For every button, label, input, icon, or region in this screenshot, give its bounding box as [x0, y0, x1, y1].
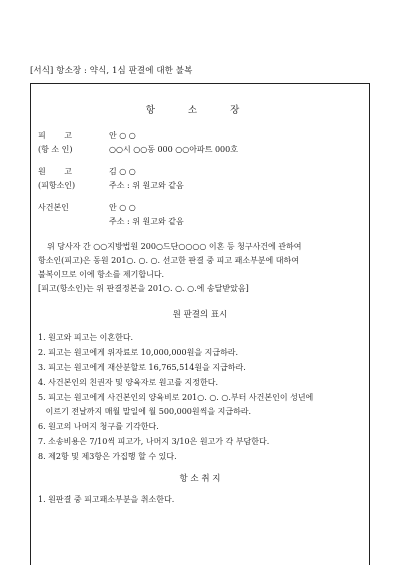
- defendant-address: ○○시 ○○동 000 ○○아파트 000호: [109, 145, 238, 154]
- form-caption: [서식] 항소장 : 약식, 1심 판결에 대한 불복: [30, 66, 193, 76]
- document-frame: [30, 83, 370, 565]
- intro-line: 항소인(피고)은 동원 201○. ○. ○. 선고한 판결 중 피고 패소부분에 대하여: [38, 256, 299, 265]
- judgment-item: 1. 원고와 피고는 이혼한다.: [38, 333, 134, 342]
- judgment-item: 4. 사건본인의 친권자 및 양육자로 원고를 지정한다.: [38, 378, 218, 387]
- principal-name: 안 ○ ○: [109, 203, 136, 212]
- judgment-item: 7. 소송비용은 7/10씩 피고가, 나머지 3/10은 원고가 각 부담한다.: [38, 437, 270, 446]
- appeal-heading: 항 소 취 지: [179, 474, 221, 484]
- principal-address: 주소 : 위 원고와 같음: [109, 217, 184, 226]
- principal-label: 사건본인: [38, 203, 69, 212]
- judgment-item-continued: 이르기 전날까지 매월 말일에 월 500,000원씩을 지급하라.: [38, 407, 252, 416]
- plaintiff-address: 주소 : 위 원고와 같음: [109, 181, 184, 190]
- judgment-item: 6. 원고의 나머지 청구를 기각한다.: [38, 422, 159, 431]
- intro-line: 불복이므로 이에 항소를 제기합니다.: [38, 270, 165, 279]
- defendant-label: 피 고: [38, 131, 80, 140]
- judgment-item: 5. 피고는 원고에게 사건본인의 양육비로 201○. ○. ○.부터 사건본인이 성년에: [38, 393, 314, 402]
- plaintiff-label: 원 고: [38, 167, 80, 176]
- plaintiff-role: (피항소인): [38, 181, 76, 190]
- appeal-item: 1. 원판결 중 피고패소부분을 취소한다.: [38, 495, 175, 504]
- defendant-name: 안 ○ ○: [109, 131, 136, 140]
- judgment-item: 2. 피고는 원고에게 위자료로 10,000,000원을 지급하라.: [38, 348, 239, 357]
- intro-line: 위 당사자 간 ○○지방법원 200○드단○○○○ 이혼 등 청구사건에 관하여: [47, 242, 302, 251]
- defendant-role: (항 소 인): [38, 145, 73, 154]
- intro-service-note: [피고(항소인)는 위 판결정본을 201○. ○. ○.에 송달받았음]: [38, 284, 249, 293]
- plaintiff-name: 김 ○ ○: [109, 167, 136, 176]
- judgment-item: 3. 피고는 원고에게 재산분할로 16,765,514원을 지급하라.: [38, 363, 246, 372]
- judgment-item: 8. 제2항 및 제3항은 가집행 할 수 있다.: [38, 452, 177, 461]
- judgment-heading: 원 판결의 표시: [172, 310, 228, 320]
- document-title: 항 소 장: [145, 105, 255, 116]
